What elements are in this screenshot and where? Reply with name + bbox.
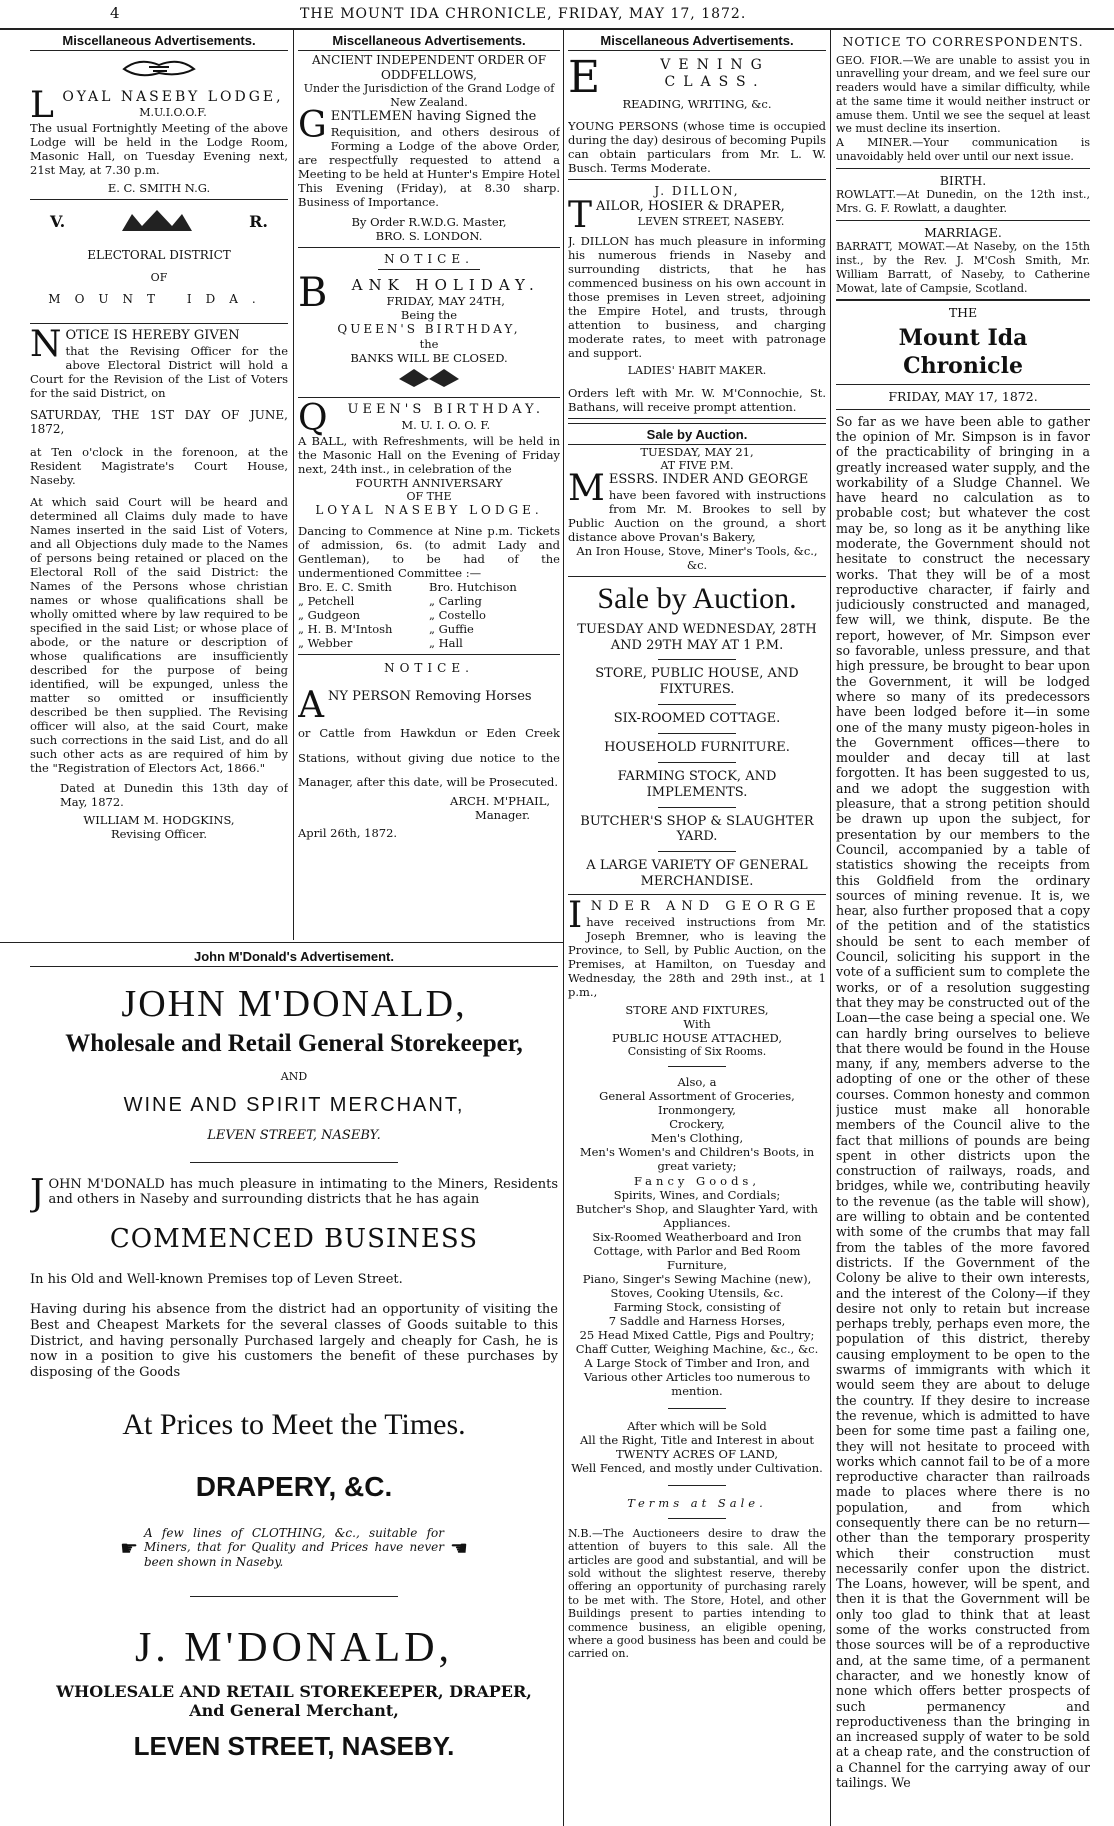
oddfellows-first: ENTLEMEN having Signed the — [330, 109, 537, 125]
qb-subtitle: M. U. I. O. O. F. — [401, 417, 491, 432]
lodge-signature: E. C. SMITH N.G. — [107, 181, 211, 196]
ig-rooms: Consisting of Six Rooms. — [627, 1044, 767, 1058]
evening-title: VENING CLASS. — [660, 57, 770, 91]
section-header: John M'Donald's Advertisement. — [30, 946, 558, 967]
committee-member: „ Gudgeon — [298, 607, 361, 622]
oddfellows-body: Requisition, and others desirous of Forming a Lodge of the above Order, are respectfully requested to attend a Meeting to be held at Hunter's Empire Hotel This Evening (Friday), at 8.30 sharp. Business of Importance. — [298, 124, 560, 209]
ig-body: have received instructions from Mr. Joseph Bremner, who is leaving the Province, to Sell, by Public Auction, on the Premises, at Hamilton, on Tuesday and Wednesday, the 28th and 29th inst., at 1 p.m., — [568, 914, 826, 999]
masthead — [0, 0, 1114, 30]
ig-fenced: Well Fenced, and mostly under Cultivation. — [571, 1460, 823, 1475]
ornament — [298, 365, 560, 393]
ig-after: After which will be Sold — [627, 1418, 767, 1433]
section-header: Miscellaneous Advertisements. — [30, 30, 288, 51]
horse-role: Manager. — [475, 807, 530, 822]
mcd-commenced: COMMENCED BUSINESS — [109, 1224, 479, 1255]
sale-lot: FARMING STOCK, AND IMPLEMENTS. — [617, 768, 777, 800]
horse-first: NY PERSON Removing Horses — [328, 689, 532, 705]
notice-date: SATURDAY, THE 1ST DAY OF JUNE, 1872, — [30, 407, 288, 437]
committee-member: „ Guffie — [429, 621, 474, 636]
sale-lot: SIX-ROOMED COTTAGE. — [613, 711, 781, 727]
big-sale-title: Sale by Auction. — [597, 582, 797, 616]
notice2-head: NOTICE. — [384, 660, 474, 675]
mcd-premises: In his Old and Well-known Premises top of Leven Street. — [30, 1271, 403, 1287]
dillon-address: LEVEN STREET, NASEBY. — [637, 214, 785, 228]
notice-head: NOTICE. — [384, 252, 474, 267]
mcd-sig-merchant: And General Merchant, — [189, 1701, 399, 1721]
committee-member: Bro. Hutchison — [429, 579, 517, 594]
section-header: Sale by Auction. — [568, 423, 826, 445]
sale-date: TUESDAY, MAY 21, — [640, 444, 754, 459]
oddfellows-subtitle: Under the Jurisdiction of the Grand Lodge of New Zealand. — [303, 82, 555, 109]
masthead-title: THE MOUNT IDA CHRONICLE, FRIDAY, MAY 17, 1872. — [300, 6, 747, 22]
ig-line: 25 Head Mixed Cattle, Pigs and Poultry; — [579, 1327, 815, 1342]
paper-date: FRIDAY, MAY 17, 1872. — [888, 389, 1038, 404]
notice-body: that the Revising Officer for the above Electoral District will hold a Court for the Revision of the List of Voters for the said District, on — [30, 343, 288, 400]
drop-cap: Q — [298, 397, 328, 439]
committee-member: „ Petchell — [298, 593, 355, 608]
committee-member: „ Carling — [429, 593, 482, 608]
column-divider — [830, 30, 831, 1826]
ig-right: All the Right, Title and Interest in about — [580, 1432, 814, 1447]
evening-body: YOUNG PERSONS (whose time is occupied during the day) desirous of becoming Pupils can obtain particulars from Mr. L. W. Busch. Terms Moderate. — [568, 119, 826, 176]
pointing-hand-icon: ☚ — [450, 1535, 468, 1560]
drop-cap: E — [568, 52, 601, 103]
sale-lot: A LARGE VARIETY OF GENERAL MERCHANDISE. — [586, 858, 808, 890]
crest-right: R. — [249, 211, 268, 231]
bank-title: ANK HOLIDAY. — [351, 275, 540, 294]
ig-line: Farming Stock, consisting of — [613, 1299, 781, 1314]
mcd-and: AND — [280, 1069, 308, 1083]
handshake-emblem — [30, 51, 288, 85]
qb-title: UEEN'S BIRTHDAY. — [347, 401, 545, 417]
birth-head: BIRTH. — [939, 172, 987, 188]
drop-cap: J — [30, 1172, 45, 1214]
ig-line: Chaff Cutter, Weighing Machine, &c., &c. — [575, 1341, 819, 1356]
sale-time: AT FIVE P.M. — [660, 458, 734, 472]
ig-line: Butcher's Shop, and Slaughter Yard, with Appliances. — [576, 1201, 818, 1230]
column-divider — [563, 30, 564, 1826]
dillon-name: J. DILLON, — [654, 184, 740, 199]
notice-body-2: At which said Court will be heard and determined all Claims duly made to have Names inserted in the said List of Voters, and all Objections duly made to the Names of persons being retained or placed on the Electoral Roll of the said District: the Names of the Persons whose christian names or whose qualifications shall be wholly omitted where by law required to be specified in the said List; or whose place of abode, or the nature or description of whose qualifications are insufficiently described for the purpose of being identified, will be expunged, unless the matter so omitted or insufficiently described be then supplied. The Revising officer will also, at the said Court, make such corrections in the said List, and do all such other acts as are required of him by the "Registration of Electors Act, 1866." — [30, 494, 288, 776]
electoral-title: ELECTORAL DISTRICT — [87, 248, 231, 263]
qb-dance: Dancing to Commence at Nine p.m. Tickets of admission, 6s. (to admit Lady and Gentleman), to be had of the undermentioned Committee :— — [298, 523, 560, 580]
sale-lot: STORE, PUBLIC HOUSE, AND FIXTURES. — [595, 666, 799, 698]
qb-lodge: LOYAL NASEBY LODGE. — [315, 503, 543, 518]
birth-note: ROWLATT.—At Dunedin, on the 12th inst., Mrs. G. F. Rowlatt, a daughter. — [836, 188, 1090, 215]
column-2 — [298, 30, 560, 935]
mcd-sig-trade: WHOLESALE AND RETAIL STOREKEEPER, DRAPER, — [56, 1681, 532, 1701]
ig-line: Men's Women's and Children's Boots, in great variety; — [579, 1145, 815, 1174]
ig-with: With — [683, 1016, 711, 1031]
ig-line: 7 Saddle and Harness Horses, — [608, 1313, 786, 1328]
evening-subtitle: READING, WRITING, &c. — [622, 97, 772, 112]
ig-line: General Assortment of Groceries, Ironmongery, — [599, 1089, 795, 1118]
drop-cap: G — [298, 105, 327, 147]
ig-line: Piano, Singer's Sewing Machine (new), Stoves, Cooking Utensils, &c. — [582, 1271, 812, 1300]
horse-date: April 26th, 1872. — [298, 825, 398, 840]
drop-cap: A — [298, 685, 324, 727]
bank-the: the — [419, 336, 439, 351]
sale-lot: BUTCHER'S SHOP & SLAUGHTER YARD. — [580, 813, 814, 845]
qb-fourth: FOURTH ANNIVERSARY — [355, 475, 503, 490]
oddfellows-title: ANCIENT INDEPENDENT ORDER OF ODDFELLOWS, — [311, 53, 547, 82]
ig-line: Men's Clothing, — [650, 1131, 744, 1146]
committee-member: „ Costello — [429, 607, 486, 622]
drop-cap: T — [568, 194, 593, 236]
mcd-street: LEVEN STREET, NASEBY. — [207, 1127, 381, 1143]
notice-first: OTICE IS HEREBY GIVEN — [65, 327, 240, 343]
notice-dated: Dated at Dunedin this 13th day of May, 1872. — [60, 781, 288, 810]
notice-role: Revising Officer. — [110, 827, 208, 842]
column-1 — [30, 30, 288, 935]
ig-line: Fancy Goods, — [633, 1173, 760, 1188]
mcd-wine: WINE AND SPIRIT MERCHANT, — [123, 1094, 465, 1117]
dillon-maker: LADIES' HABIT MAKER. — [627, 364, 767, 378]
mcd-sig-street: LEVEN STREET, NASEBY. — [133, 1731, 455, 1761]
sale-lot: HOUSEHOLD FURNITURE. — [604, 739, 790, 755]
column-4 — [836, 30, 1090, 1820]
electoral-of: OF — [150, 270, 168, 284]
oddfellows-order: By Order R.W.D.G. Master, — [351, 215, 507, 230]
messrs-items: An Iron House, Stove, Miner's Tools, &c., &c. — [576, 544, 818, 573]
messrs-body: have been favored with instructions from Mr. M. Brookes to sell by Public Auction on the ground, a short distance above Provan's Bakery, — [568, 487, 826, 545]
dillon-title: AILOR, HOSIER & DRAPER, — [596, 198, 785, 214]
committee-member: Bro. E. C. Smith — [298, 579, 392, 594]
marriage-note: BARRATT, MOWAT.—At Naseby, on the 15th inst., by the Rev. J. M'Cosh Smith, Mr. William Barratt, of Naseby, to Catherine Mowat, late of Campsie, Scotland. — [836, 240, 1090, 295]
bank-closed: BANKS WILL BE CLOSED. — [350, 350, 508, 365]
page-number: 4 — [110, 4, 120, 22]
mcd-sig-name: J. M'DONALD, — [134, 1624, 454, 1671]
mcd-intro: OHN M'DONALD has much pleasure in intimating to the Miners, Residents and others in Naseby and surrounding districts that he has again — [48, 1176, 558, 1208]
nb-note: N.B.—The Auctioneers desire to draw the attention of buyers to this sale. All the articles are good and substantial, and will be sold without the slightest reserve, thereby offering an opportunity of purchasing rarely to be met with. The Store, Hotel, and other Buildings present to parties intending to commence business, an eligible opening, where a good business has been and could be carried on. — [568, 1526, 826, 1661]
horse-body: or Cattle from Hawkdun or Eden Creek Stations, without giving due notice to the Manager, after this date, will be Prosecuted. — [298, 726, 560, 789]
mcd-drapery: DRAPERY, &C. — [195, 1470, 393, 1502]
bank-being: Being the — [400, 307, 458, 322]
column-3 — [568, 30, 826, 1820]
ig-acres: TWENTY ACRES OF LAND, — [615, 1446, 779, 1461]
oddfellows-signature: BRO. S. LONDON. — [375, 229, 483, 244]
mcd-trade: Wholesale and Retail General Storekeeper, — [65, 1030, 523, 1058]
drop-cap: I — [568, 894, 583, 936]
drop-cap: M — [568, 468, 605, 510]
corr-note: A MINER.—Your communication is unavoidably held over until our next issue. — [836, 136, 1090, 163]
lodge-title: OYAL NASEBY LODGE, — [62, 89, 284, 105]
messrs-first: ESSRS. INDER AND GEORGE — [608, 472, 809, 488]
royal-crest — [30, 204, 288, 238]
terms: Terms at Sale. — [627, 1495, 767, 1510]
mcd-clothing: A few lines of CLOTHING, &c., suitable for Miners, that for Quality and Prices have never been shown in Naseby. — [144, 1525, 444, 1570]
paper-name: Mount Ida Chronicle — [898, 325, 1028, 379]
notice-signature: WILLIAM M. HODGKINS, — [83, 813, 235, 828]
mcd-prices: At Prices to Meet the Times. — [122, 1408, 466, 1442]
committee-member: „ Webber — [298, 635, 353, 650]
mcd-body: Having during his absence from the district had an opportunity of visiting the Best and Cheapest Markets for the several classes of Goods suitable to this District, and having personally Purchased largely and cheaply for Cash, he is now in a position to give his customers the benefit of these purchases by disposing of the Goods — [30, 1301, 558, 1381]
ig-line: Spirits, Wines, and Cordials; — [613, 1187, 781, 1202]
column-divider — [293, 30, 294, 940]
qb-of: OF THE — [406, 489, 452, 503]
mcd-name: JOHN M'DONALD, — [121, 983, 467, 1025]
ig-line: Crockery, — [669, 1117, 725, 1132]
ig-public: PUBLIC HOUSE ATTACHED, — [612, 1030, 782, 1045]
bank-queen: QUEEN'S BIRTHDAY, — [337, 322, 521, 336]
crest-icon — [112, 206, 202, 236]
corr-note: GEO. FIOR.—We are unable to assist you in unravelling your dream, and we feel sure our readers would have a similar difficulty, while at the same time it would neither instruct or amuse them. Until we see the sequel at least we must decline its insertion. — [836, 53, 1090, 136]
marriage-head: MARRIAGE. — [924, 224, 1002, 240]
editorial: So far as we have been able to gather the opinion of Mr. Simpson is in favor of the practicability of bringing in a greatly increased water supply, and the workability of a Sludge Channel. We have heard no calculation as to probable cost; but whatever the cost may be, so long as it be anything like moderate, the Government should not hesitate to construct the necessary works. That they will be of a most reproductive character, if fairly and judiciously constructed and managed, few will, we think, dispute. Be the report, however, of Mr. Simpson ever so favorable, unless pressure, and that high pressure, be brought to bear upon the Government, it will be lodged where so many of its predecessors have been lodged before it—in some one of the many musty pigeon-holes in the Government offices—there to moulder and decay till at last forgotten. It has been suggested to us, and we adopt the suggestion with pleasure, that a strong petition should be drawn up upon the subject, for presentation by our members to the Council, accompanied by a table of statistics showing the receipts from this Goldfield from the ordinary sources of mining revenue. It is, we hear, also further proposed that a copy of the petition and of the statistics should be sent to each member of Council, soliciting his support in the vote of a sufficient sum to complete the works, or of a resolution suggesting that they may be constructed out of the Loan—the case being a special one. We can hardly bring ourselves to believe that there would be found in the House many, if any, members adverse to the adopting of one or the other of these courses. Common honesty and common justice must make all honorable members of the Council alive to the fact that millions of pounds are being spent in other districts upon the construction of railways, roads, and bridges, while we, contributing heavily to the revenue (as the table will show), are willing to obtain and be contented with some of the crumbs that may fall from the tables of the more favored districts. If the Government of the Colony be alive to their own interests, and the interest of the Colony—if they desire not only to retain but increase perhaps trebly, perhaps even more, the population of this district, thereby causing employment to be open to the swarms of immigrants with which it would seem they are about to deluge the country. If they desire to increase the revenue, which is admitted to have been for some time past a failing one, they will not hesitate to proceed with works which cannot fail to be of a more reproductive character than railroads made to places where there is no population, and from which consequently there can be no return—other than the temporary prosperity which their construction must necessarily confer upon the district. The Loans, however, will be spent, and then it is that the Government will be only too glad to think that at least some of the works constructed from those sources will be of a reproductive and, at the same time, of a permanent character, and we honestly know of none which offers better prospects of such permanency and reproductiveness than the bringing in an increased supply of water to be sold at a cheap rate, and the construction of a Channel for the carrying away of our tailings. We — [836, 413, 1090, 1791]
notice-time: at Ten o'clock in the forenoon, at the Resident Magistrate's Court House, Naseby. — [30, 444, 288, 487]
pointing-hand-icon: ☛ — [120, 1535, 138, 1560]
section-header: Miscellaneous Advertisements. — [298, 30, 560, 51]
committee-member: „ H. B. M'Intosh — [298, 621, 393, 636]
committee-list — [298, 580, 560, 650]
dillon-body: J. DILLON has much pleasure in informing his numerous friends in Naseby and surrounding districts, that he has commenced business on his own account in those premises in Leven street, adjoining the Empire Hotel, and trusts, through attention to business, and charging moderate rates, to meet with patronage and support. — [568, 234, 826, 361]
crest-left: V. — [50, 211, 66, 231]
qb-body: A BALL, with Refreshments, will be held in the Masonic Hall on the Evening of Friday next, 24th inst., in celebration of the — [298, 433, 560, 476]
electoral-place: MOUNT IDA. — [48, 292, 270, 307]
ig-store: STORE AND FIXTURES, — [625, 1002, 769, 1017]
ig-line: Six-Roomed Weatherboard and Iron Cottage, with Parlor and Bed Room Furniture, — [592, 1229, 802, 1272]
the-label: THE — [948, 305, 978, 321]
drop-cap: N — [30, 323, 62, 365]
bank-date: FRIDAY, MAY 24TH, — [386, 293, 505, 308]
big-sale-dates: TUESDAY AND WEDNESDAY, 28TH AND 29TH MAY AT 1 P.M. — [577, 621, 817, 653]
dillon-orders: Orders left with Mr. W. M'Connochie, St. Bathans, will receive prompt attention. — [568, 385, 826, 414]
mcdonald-ad — [30, 946, 558, 1824]
lodge-subtitle: M.U.I.O.O.F. — [139, 106, 207, 120]
ig-first: NDER AND GEORGE — [590, 898, 822, 914]
drop-cap: L — [30, 85, 54, 126]
section-header: Miscellaneous Advertisements. — [568, 30, 826, 51]
horse-signature: ARCH. M'PHAIL, — [450, 793, 550, 808]
ig-also: Also, a — [677, 1075, 717, 1090]
ig-line: A Large Stock of Timber and Iron, and Various other Articles too numerous to mention. — [583, 1355, 811, 1398]
corr-head: NOTICE TO CORRESPONDENTS. — [842, 34, 1084, 49]
drop-cap: B — [298, 269, 328, 316]
committee-member: „ Hall — [429, 635, 463, 650]
lodge-body: The usual Fortnightly Meeting of the above Lodge will be held in the Lodge Room, Masonic Hall, on Tuesday Evening next, 21st May, at 7.30 p.m. — [30, 121, 288, 178]
